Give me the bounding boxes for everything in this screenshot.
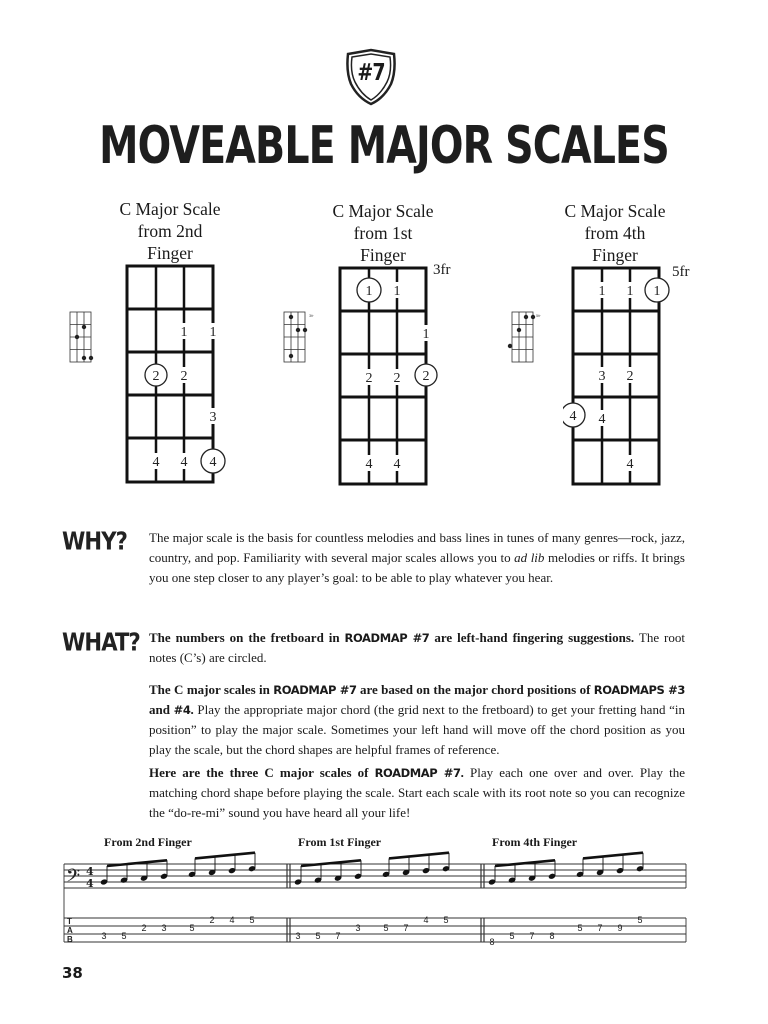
- tab-number: 7: [335, 931, 341, 941]
- diagram-title-line: Finger: [147, 243, 193, 263]
- bold-text: Here are the three C major scales of: [149, 765, 375, 780]
- diagram-title-1: [90, 198, 250, 264]
- chord-grid-2: [280, 308, 320, 370]
- svg-text:2: 2: [152, 369, 160, 384]
- body-text: The root notes (C’s) are circled.: [149, 630, 685, 665]
- svg-text:1: 1: [393, 284, 401, 299]
- tab-number: 3: [355, 923, 361, 933]
- fretboard-diagram-3: [563, 262, 678, 492]
- note-beam: [583, 853, 643, 859]
- svg-text:1: 1: [626, 284, 634, 299]
- tab-number: 8: [489, 937, 495, 947]
- notation-heading-2: From 1st Finger: [298, 835, 382, 849]
- svg-text:2: 2: [626, 369, 634, 384]
- page-number: 38: [62, 964, 83, 982]
- svg-text:1: 1: [209, 325, 217, 340]
- diagram-title-line: C Major Scale: [119, 199, 221, 219]
- svg-text:1: 1: [653, 284, 661, 299]
- tab-number: 2: [141, 923, 147, 933]
- svg-text:4: 4: [569, 409, 577, 424]
- note-beam: [495, 860, 555, 866]
- tab-number: 5: [443, 915, 449, 925]
- svg-text:4: 4: [86, 877, 94, 890]
- time-signature: 4: [86, 865, 94, 878]
- roadmap-ref: ROADMAP #7: [374, 766, 461, 780]
- svg-text:2: 2: [422, 369, 430, 384]
- notation-heading-3: From 4th Finger: [492, 835, 578, 849]
- svg-text:1: 1: [365, 284, 373, 299]
- svg-text:2: 2: [180, 369, 188, 384]
- tab-number: 5: [189, 923, 195, 933]
- tab-letter-t: T: [67, 917, 72, 926]
- note-beam: [107, 860, 167, 866]
- bold-text: .: [460, 765, 464, 780]
- note-beam: [195, 853, 255, 859]
- notation-heading-1: From 2nd Finger: [104, 835, 192, 849]
- svg-text:𝄢: 𝄢: [66, 866, 81, 891]
- tab-number: 9: [617, 923, 623, 933]
- roadmap-ref: ROADMAP #7: [273, 683, 357, 697]
- music-notation: [0, 850, 768, 960]
- svg-text:2: 2: [393, 371, 401, 386]
- svg-text:2: 2: [365, 371, 373, 386]
- svg-text:4: 4: [598, 412, 606, 427]
- svg-text:4: 4: [180, 455, 188, 470]
- why-text: The major scale is the basis for countless melodies and bass lines in tunes of many genres—rock, jazz, country, and pop. Familiarity with several major scales allows you to: [149, 530, 685, 565]
- fretboard-diagram-1: [120, 260, 235, 490]
- tab-number: 5: [315, 931, 321, 941]
- chord-grid-1: [66, 308, 102, 370]
- note-beam: [301, 860, 361, 866]
- why-label: WHY?: [62, 527, 127, 557]
- tab-number: 4: [423, 915, 429, 925]
- tab-number: 5: [637, 915, 643, 925]
- tab-letter-a: A: [67, 926, 73, 935]
- roadmap-badge: #7: [357, 59, 385, 87]
- diagram-title-2: [303, 200, 463, 266]
- page-title: MOVEABLE MAJOR SCALES: [99, 114, 669, 176]
- diagram-title-line: from 4th: [584, 223, 646, 243]
- why-italic: ad lib: [514, 550, 545, 565]
- roadmap-ref: #4: [173, 703, 191, 717]
- bold-text: and: [149, 702, 174, 717]
- tab-number: 2: [209, 915, 215, 925]
- tab-number: 5: [249, 915, 255, 925]
- diagram-title-line: Finger: [360, 245, 406, 265]
- svg-text:4: 4: [393, 457, 401, 472]
- svg-text:4: 4: [365, 457, 373, 472]
- tab-number: 8: [549, 931, 555, 941]
- staff-notes: [100, 853, 644, 886]
- bold-text: The C major scales in: [149, 682, 274, 697]
- roadmap-ref: ROADMAPS #3: [593, 683, 685, 697]
- body-text: Play the appropriate major chord (the grid next to the fretboard) to get your fretting hand “in position” to play the major scale. Sometimes your left hand will move off the chord position as you play the scale, but the chord shapes are helpful frames of reference.: [149, 702, 685, 757]
- svg-text:1: 1: [598, 284, 606, 299]
- svg-text:4: 4: [152, 455, 160, 470]
- what-paragraph-2: [149, 680, 685, 760]
- diagram-title-line: C Major Scale: [332, 201, 434, 221]
- svg-text:3: 3: [598, 369, 606, 384]
- what-label: WHAT?: [62, 628, 140, 658]
- diagram-title-line: Finger: [592, 245, 638, 265]
- tab-number: 7: [403, 923, 409, 933]
- body-text: Play each one over and over. Play the matching chord shape before playing the scale. Start each scale with its root note so you can recognize the “do-re-mi” sound you have heard all your life!: [149, 765, 686, 820]
- fret-label-2: 3fr: [433, 262, 451, 278]
- tab-number: 5: [121, 931, 127, 941]
- tab-number: 5: [509, 931, 515, 941]
- tab-number: 3: [161, 923, 167, 933]
- diagram-title-line: C Major Scale: [564, 201, 666, 221]
- roadmap-ref: ROADMAP #7: [344, 631, 430, 645]
- tab-number: 5: [577, 923, 583, 933]
- tab-number: 3: [295, 931, 301, 941]
- tab-number: 3: [101, 931, 107, 941]
- tab-number: 7: [597, 923, 603, 933]
- tab-number: 7: [529, 931, 535, 941]
- chord-grid-3: [504, 308, 548, 370]
- tab-letter-b: B: [67, 935, 73, 944]
- bold-text: The numbers on the fretboard in: [149, 630, 345, 645]
- fret-label-3: 5fr: [672, 264, 690, 280]
- svg-text:4: 4: [209, 455, 217, 470]
- diagram-title-line: from 1st: [353, 223, 413, 243]
- why-text-end: melodies or riffs. It brings you one step closer to any player’s goal: to be able to play whatever you hear.: [149, 550, 685, 585]
- bold-text: are left-hand fingering suggestions.: [429, 630, 635, 645]
- chord-grid-fret-label: 5fr: [536, 313, 541, 318]
- svg-text:3: 3: [209, 410, 217, 425]
- why-paragraph: [149, 528, 685, 588]
- bold-text: .: [190, 702, 194, 717]
- chord-grid-fret-label: 3fr: [309, 313, 314, 318]
- fretboard-diagram-2: [333, 262, 448, 492]
- note-beam: [389, 853, 449, 859]
- svg-text:1: 1: [422, 327, 430, 342]
- svg-text:4: 4: [626, 457, 634, 472]
- what-paragraph-1: [149, 628, 685, 668]
- svg-text:1: 1: [180, 325, 188, 340]
- bass-clef-icon: [66, 866, 80, 891]
- what-paragraph-3: [149, 763, 685, 823]
- tab-number: 4: [229, 915, 235, 925]
- bold-text: are based on the major chord positions of: [356, 682, 594, 697]
- tab-number: 5: [383, 923, 389, 933]
- diagram-title-line: from 2nd: [137, 221, 203, 241]
- diagram-title-3: [535, 200, 695, 266]
